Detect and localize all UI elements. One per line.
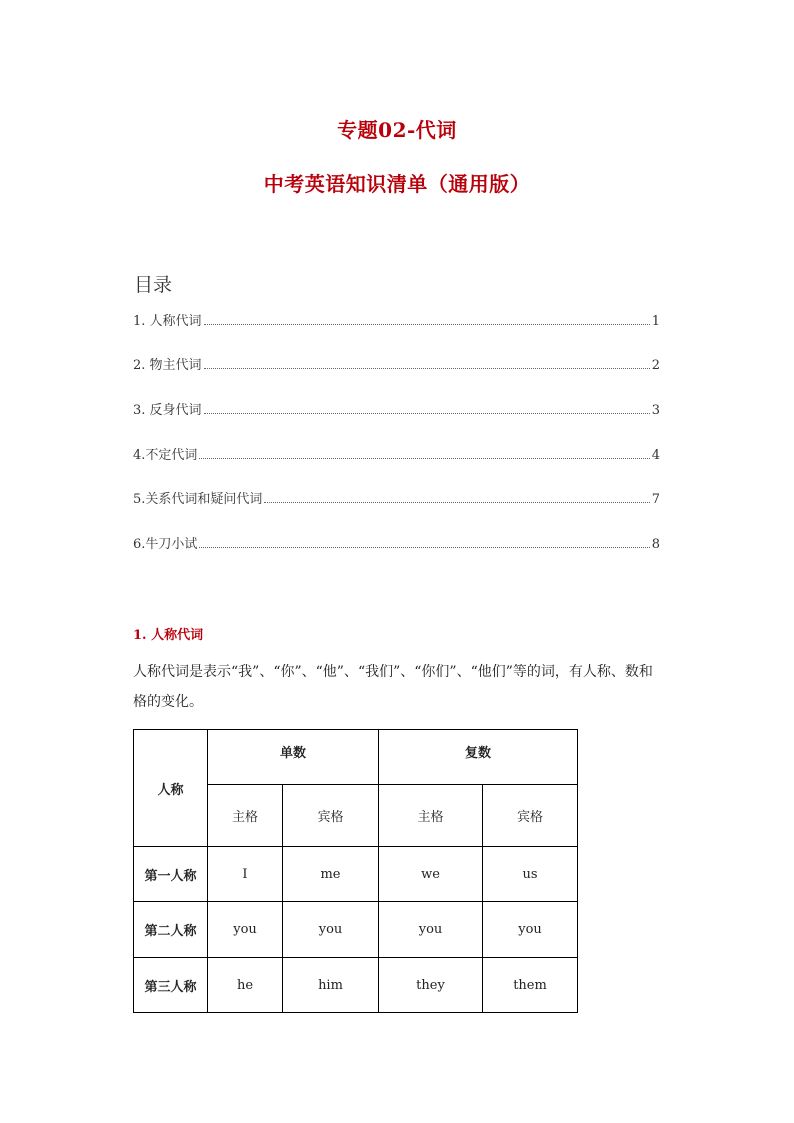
- table-row: [134, 847, 578, 902]
- table-corner-cell: 人称: [134, 730, 208, 847]
- table-cell: you: [483, 902, 578, 958]
- table-group-header-plural: 复数: [379, 730, 578, 785]
- document-subtitle: 中考英语知识清单（通用版）: [263, 172, 531, 196]
- table-row-label: 第二人称: [134, 902, 208, 958]
- toc-item-label: 1. 人称代词: [133, 314, 202, 329]
- table-group-header-singular: 单数: [208, 730, 379, 785]
- table-cell: you: [208, 902, 283, 958]
- section-paragraph: 人称代词是表示“我”、“你”、“他”、“我们”、“你们”、“他们”等的词，有人称、数和格的变化。: [133, 664, 653, 710]
- toc-item[interactable]: [133, 443, 660, 463]
- pronoun-table: [133, 729, 578, 1013]
- table-row: [134, 958, 578, 1013]
- toc-item-page: 4: [651, 448, 660, 463]
- table-subheader: 宾格: [283, 785, 379, 847]
- toc-item[interactable]: [133, 487, 660, 507]
- toc-item-label: 3. 反身代词: [133, 403, 202, 418]
- table-cell: he: [208, 958, 283, 1013]
- toc-dot-leader: [264, 501, 649, 503]
- toc-dot-leader: [199, 546, 649, 548]
- section-heading: 1. 人称代词: [133, 628, 204, 643]
- toc-item-page: 2: [651, 358, 660, 373]
- toc-item[interactable]: [133, 309, 660, 329]
- toc-dot-leader: [204, 412, 650, 414]
- toc-item-label: 5.关系代词和疑问代词: [133, 492, 263, 507]
- document-title: 专题02-代词: [337, 118, 457, 142]
- toc-dot-leader: [204, 367, 650, 369]
- toc-item-label: 2. 物主代词: [133, 358, 202, 373]
- table-row-label: 第一人称: [134, 847, 208, 902]
- table-cell: we: [379, 847, 483, 902]
- toc-item[interactable]: [133, 398, 660, 418]
- toc-item[interactable]: [133, 532, 660, 552]
- toc-dot-leader: [204, 323, 650, 325]
- toc-item-label: 6.牛刀小试: [133, 537, 198, 552]
- toc-item-page: 7: [651, 492, 660, 507]
- table-cell: them: [483, 958, 578, 1013]
- table-cell: you: [379, 902, 483, 958]
- toc-dot-leader: [199, 457, 649, 459]
- table-cell: I: [208, 847, 283, 902]
- table-cell: they: [379, 958, 483, 1013]
- toc-item-label: 4.不定代词: [133, 448, 198, 463]
- table-subheader: 主格: [379, 785, 483, 847]
- table-subheader: 宾格: [483, 785, 578, 847]
- table-row-label: 第三人称: [134, 958, 208, 1013]
- table-cell: you: [283, 902, 379, 958]
- toc-item-page: 1: [651, 314, 660, 329]
- toc-item-page: 3: [651, 403, 660, 418]
- toc-heading: 目录: [134, 274, 173, 296]
- table-cell: me: [283, 847, 379, 902]
- table-subheader: 主格: [208, 785, 283, 847]
- table-cell: us: [483, 847, 578, 902]
- table-cell: him: [283, 958, 379, 1013]
- toc-item-page: 8: [651, 537, 660, 552]
- toc-item[interactable]: [133, 353, 660, 373]
- table-row: [134, 902, 578, 958]
